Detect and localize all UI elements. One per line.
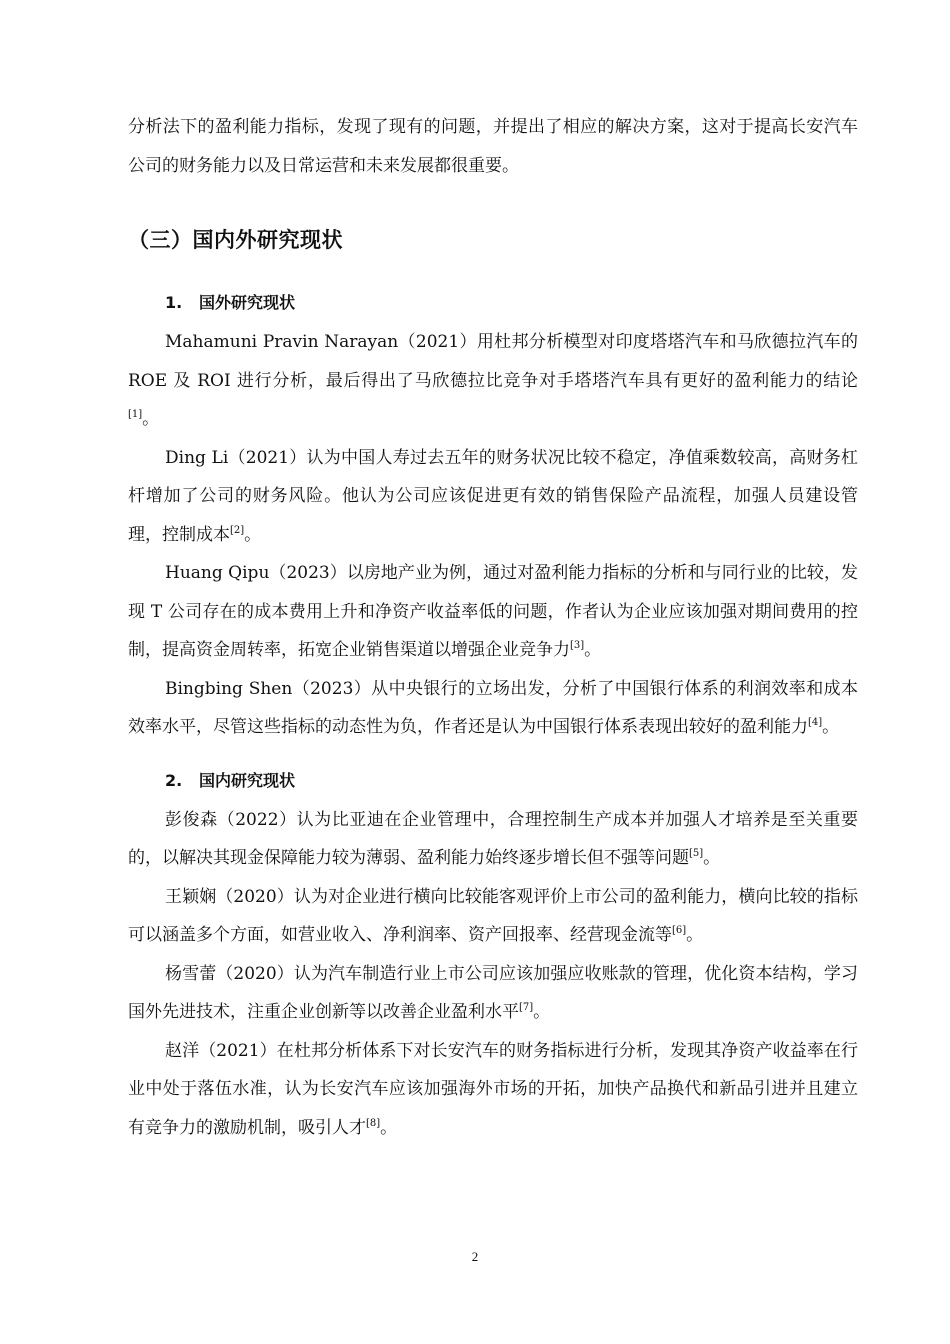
citation-ref: [5] — [689, 848, 704, 859]
paragraph-end: 。 — [142, 409, 160, 429]
paragraph-end: 。 — [533, 1002, 551, 1022]
paragraph-end: 。 — [686, 925, 704, 945]
paragraph-domestic-1 — [128, 801, 858, 878]
citation-ref: [4] — [808, 717, 823, 728]
citation-ref: [1] — [128, 409, 143, 420]
subsection-heading-domestic — [128, 769, 858, 793]
paragraph-text: Huang Qipu（2023）以房地产业为例，通过对盈利能力指标的分析和与同行业的比较，发现 T 公司存在的成本费用上升和净资产收益率低的问题，作者认为企业应该加强对期间费用的控制，提高资金周转率，拓宽企业销售渠道以增强企业竞争力 — [128, 563, 858, 660]
paragraph-domestic-4 — [128, 1032, 858, 1148]
paragraph-domestic-2 — [128, 878, 858, 955]
paragraph-foreign-1 — [128, 323, 858, 439]
citation-ref: [7] — [519, 1002, 534, 1013]
paragraph-text: 彭俊森（2022）认为比亚迪在企业管理中，合理控制生产成本并加强人才培养是至关重要的，以解决其现金保障能力较为薄弱、盈利能力始终逐步增长但不强等问题 — [128, 809, 858, 868]
paragraph-text: Ding Li（2021）认为中国人寿过去五年的财务状况比较不稳定，净值乘数较高，高财务杠杆增加了公司的财务风险。他认为公司应该促进更有效的销售保险产品流程，加强人员建设管理，控制成本 — [128, 447, 858, 545]
citation-ref: [3] — [570, 640, 585, 651]
paragraph-text: 赵洋（2021）在杜邦分析体系下对长安汽车的财务指标进行分析，发现其净资产收益率在行业中处于落伍水准，认为长安汽车应该加强海外市场的开拓，加快产品换代和新品引进并且建立有竞争力的激励机制，吸引人才 — [128, 1040, 858, 1138]
paragraph-end: 。 — [380, 1117, 398, 1138]
paragraph-end: 。 — [244, 524, 262, 545]
subsection-title: 国内研究现状 — [199, 770, 296, 790]
paragraph-text: Bingbing Shen（2023）从中央银行的立场出发，分析了中国银行体系的利润效率和成本效率水平，尽管这些指标的动态性为负，作者还是认为中国银行体系表现出较好的盈利能力 — [128, 678, 858, 737]
subsection-heading-foreign — [128, 291, 858, 315]
paragraph-foreign-4 — [128, 670, 858, 747]
paragraph-text: 杨雪蕾（2020）认为汽车制造行业上市公司应该加强应收账款的管理，优化资本结构，学习国外先进技术，注重企业创新等以改善企业盈利水平 — [128, 963, 858, 1022]
citation-ref: [2] — [230, 524, 245, 536]
citation-ref: [8] — [366, 1117, 381, 1129]
intro-paragraph: 分析法下的盈利能力指标，发现了现有的问题，并提出了相应的解决方案，这对于提高长安汽车公司的财务能力以及日常运营和未来发展都很重要。 — [128, 117, 858, 176]
subsection-number: 1. — [165, 293, 183, 312]
paragraph-text: 王颖娴（2020）认为对企业进行横向比较能客观评价上市公司的盈利能力，横向比较的指标可以涵盖多个方面，如营业收入、净利润率、资产回报率、经营现金流等 — [128, 886, 858, 945]
paragraph-domestic-3 — [128, 955, 858, 1032]
page-content — [128, 108, 858, 1147]
paragraph-end: 。 — [822, 717, 840, 737]
paragraph-end: 。 — [584, 640, 602, 660]
paragraph-foreign-2 — [128, 439, 858, 555]
paragraph-foreign-3 — [128, 554, 858, 670]
subsection-number: 2. — [165, 770, 183, 790]
citation-ref: [6] — [672, 925, 687, 936]
section-heading: （三）国内外研究现状 — [128, 228, 343, 252]
page-number: 2 — [471, 1249, 479, 1264]
paragraph-text: Mahamuni Pravin Narayan（2021）用杜邦分析模型对印度塔塔汽车和马欣德拉汽车的 ROE 及 ROI 进行分析，最后得出了马欣德拉比竞争对手塔塔汽车具有更好的盈利能力的结论 — [128, 332, 858, 391]
subsection-title: 国外研究现状 — [199, 293, 296, 312]
paragraph-end: 。 — [703, 848, 721, 868]
